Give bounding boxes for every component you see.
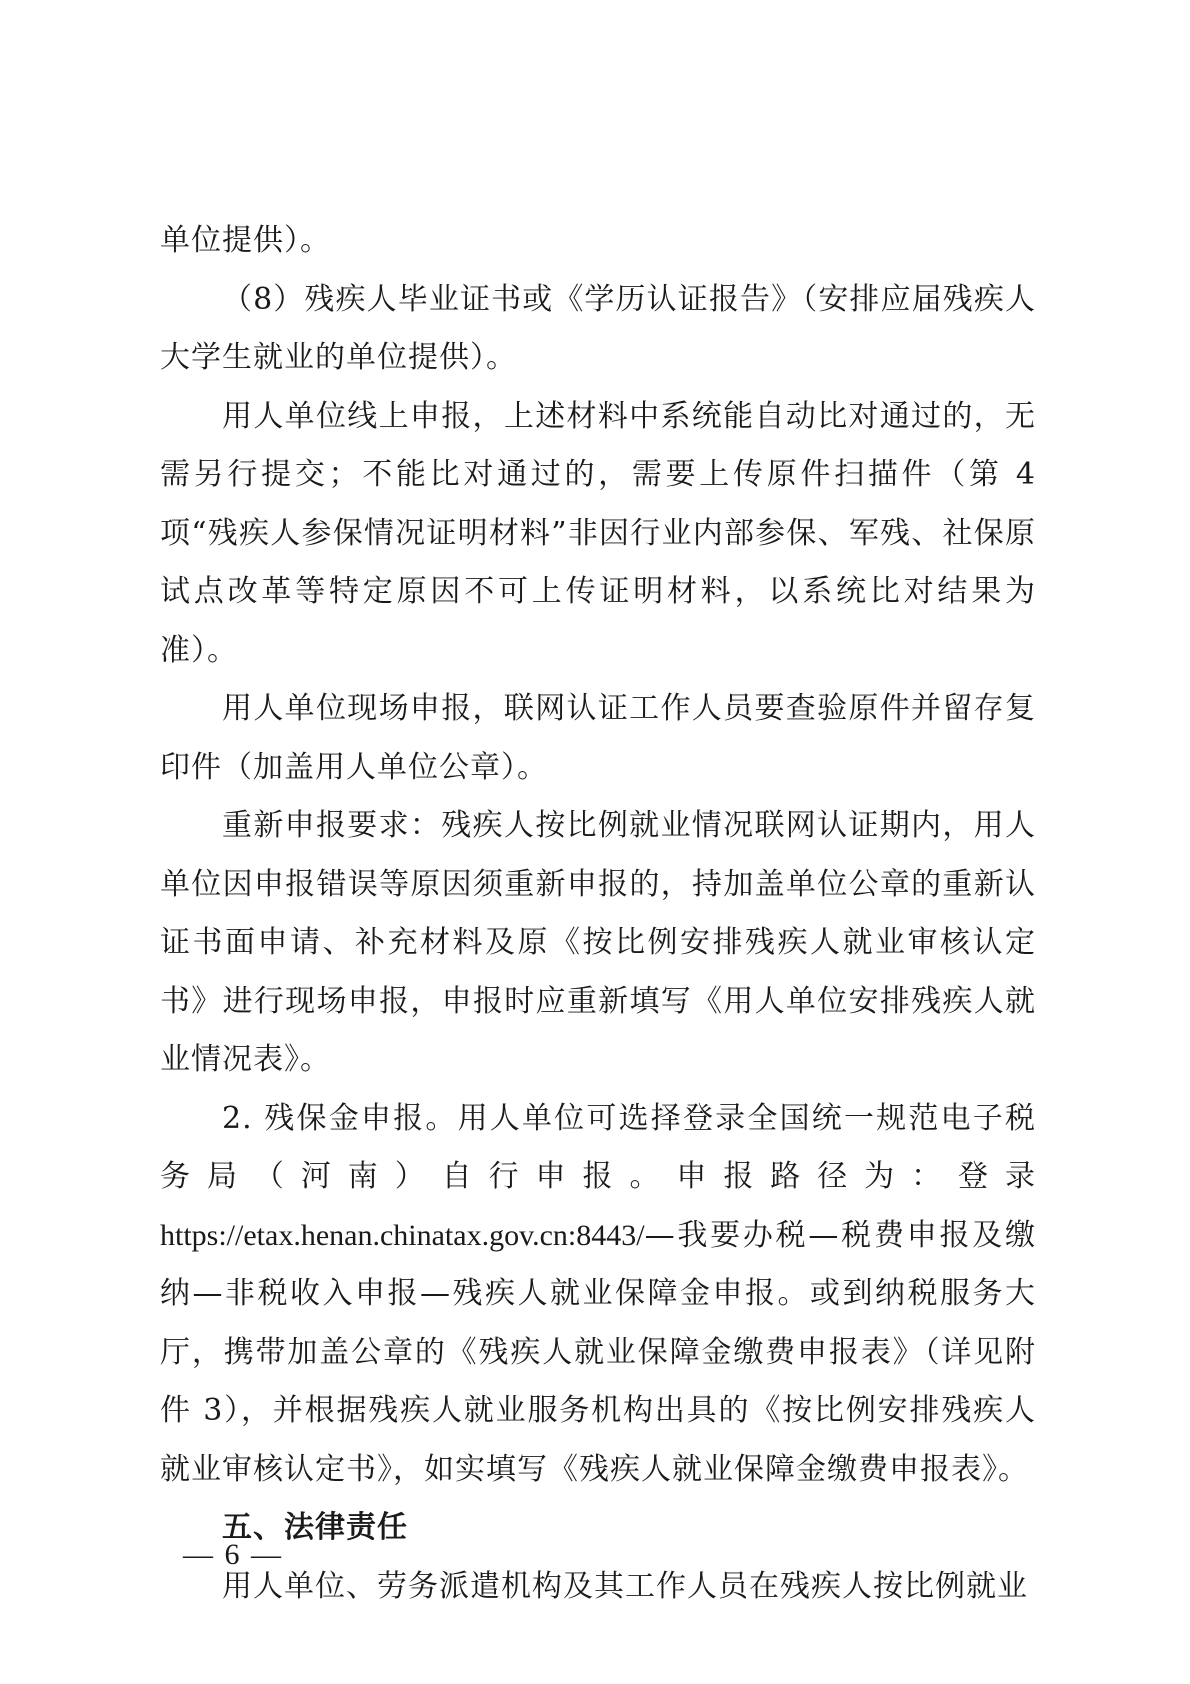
paragraph-legal-liability: 用人单位、劳务派遣机构及其工作人员在残疾人按比例就业 xyxy=(222,1568,1028,1604)
paragraph-redeclaration: 重新申报要求：残疾人按比例就业情况联网认证期内，用人单位因申报错误等原因须重新申报的，持加盖单位公章的重新认证书面申请、补充材料及原《按比例安排残疾人就业审核认定书》进行现场申报，申报时应重新填写《用人单位安排残疾人就业情况表》。 xyxy=(160,808,1036,1077)
page-number: — 6 — xyxy=(183,1538,283,1571)
etax-url: https://etax.henan.chinatax.gov.cn:8443/ xyxy=(160,1218,645,1252)
paragraph-onsite-declaration: 用人单位现场申报，联网认证工作人员要查验原件并留存复印件（加盖用人单位公章）。 xyxy=(160,691,1036,785)
paragraph-item-8: （8）残疾人毕业证书或《学历认证报告》（安排应届残疾人大学生就业的单位提供）。 xyxy=(160,281,1036,375)
document-body xyxy=(160,212,1036,1616)
section-heading-legal-liability: 五、法律责任 xyxy=(222,1510,408,1545)
levy-text-after-url: —我要办税—税费申报及缴纳—非税收入申报—残疾人就业保障金申报。或到纳税服务大厅，携带加盖公章的《残疾人就业保障金缴费申报表》（详见附件 3），并根据残疾人就业服务机构出具的《按比例安排残疾人就业审核认定书》，如实填写《残疾人就业保障金缴费申报表》。 xyxy=(160,1217,1036,1487)
paragraph-online-declaration: 用人单位线上申报，上述材料中系统能自动比对通过的，无需另行提交；不能比对通过的，需要上传原件扫描件（第 4 项“残疾人参保情况证明材料”非因行业内部参保、军残、社保原试点改革等特定原因不可上传证明材料，以系统比对结果为准）。 xyxy=(160,398,1036,668)
levy-text-before-url: 2. 残保金申报。用人单位可选择登录全国统一规范电子税务局（河南）自行申报。申报路径为：登录 xyxy=(160,1100,1036,1194)
paragraph-levy-declaration xyxy=(160,1090,1036,1500)
paragraph-continuation: 单位提供）。 xyxy=(160,223,331,258)
